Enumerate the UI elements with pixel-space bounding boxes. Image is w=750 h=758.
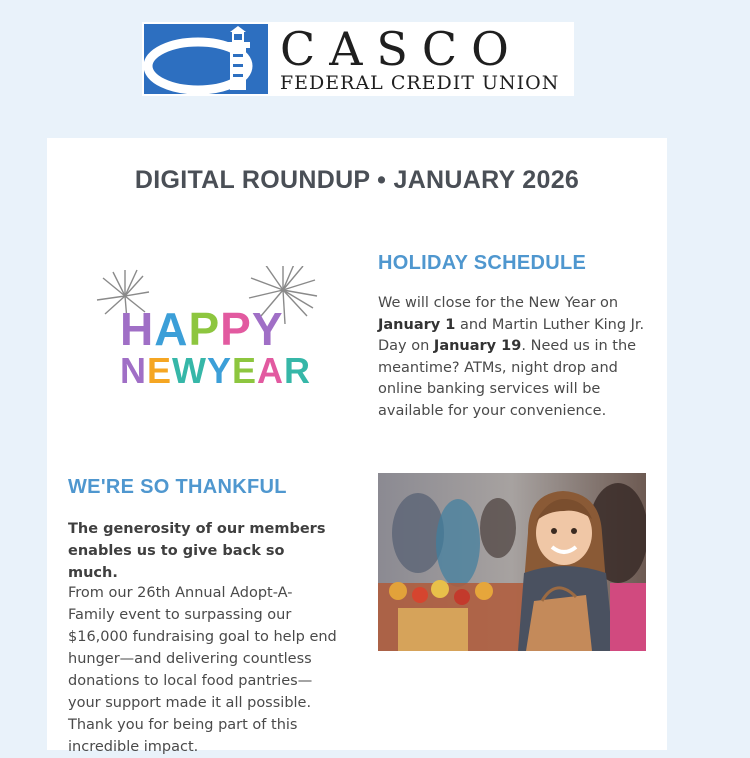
thankful-body: From our 26th Annual Adopt-A-Family event to surpassing our $16,000 fundraising goal to help end hunger—and delivering countless donations to local food pantries—your support made it all possible. Thank you for being part of this incredible impact. bbox=[68, 585, 337, 755]
holiday-text-1: We will close for the New Year on bbox=[378, 295, 619, 311]
logo-subtitle: FEDERAL CREDIT UNION bbox=[280, 71, 560, 94]
letter: W bbox=[172, 350, 207, 391]
thankful-heading: WE'RE SO THANKFUL bbox=[68, 476, 287, 498]
letter: A bbox=[154, 303, 189, 355]
letter: P bbox=[188, 303, 221, 355]
logo-wordmark: CASCO bbox=[280, 21, 523, 76]
happy-text bbox=[120, 302, 284, 356]
holiday-text-3: . Need us in the meantime? ATMs, night drop and online banking services will be available for your convenience. bbox=[378, 338, 637, 419]
new-year-text bbox=[120, 350, 311, 392]
holiday-date-mlk: January 19 bbox=[433, 338, 522, 355]
letter: P bbox=[220, 303, 252, 355]
holiday-schedule-text bbox=[378, 293, 653, 423]
letter: Y bbox=[251, 303, 284, 355]
lighthouse-icon bbox=[144, 24, 268, 94]
letter: R bbox=[284, 350, 312, 391]
girl-with-donations-photo bbox=[378, 473, 646, 651]
holiday-date-new-year: January 1 bbox=[378, 316, 456, 333]
newsletter-headline: DIGITAL ROUNDUP • JANUARY 2026 bbox=[134, 166, 580, 194]
logo-text bbox=[280, 21, 560, 94]
letter: H bbox=[120, 303, 155, 355]
newsletter-card bbox=[47, 138, 667, 755]
holiday-text-2: and Martin Luther King Jr. Day on bbox=[378, 316, 645, 355]
happy-new-year-image bbox=[87, 266, 327, 396]
thankful-lead: The generosity of our members enables us to give back so much. bbox=[68, 521, 326, 581]
holiday-schedule-heading: HOLIDAY SCHEDULE bbox=[378, 252, 587, 274]
letter: N bbox=[120, 350, 147, 391]
casco-logo[interactable] bbox=[142, 22, 574, 96]
letter: E bbox=[232, 350, 258, 391]
letter: Y bbox=[207, 350, 233, 391]
letter: E bbox=[147, 350, 173, 391]
letter: A bbox=[257, 350, 285, 391]
